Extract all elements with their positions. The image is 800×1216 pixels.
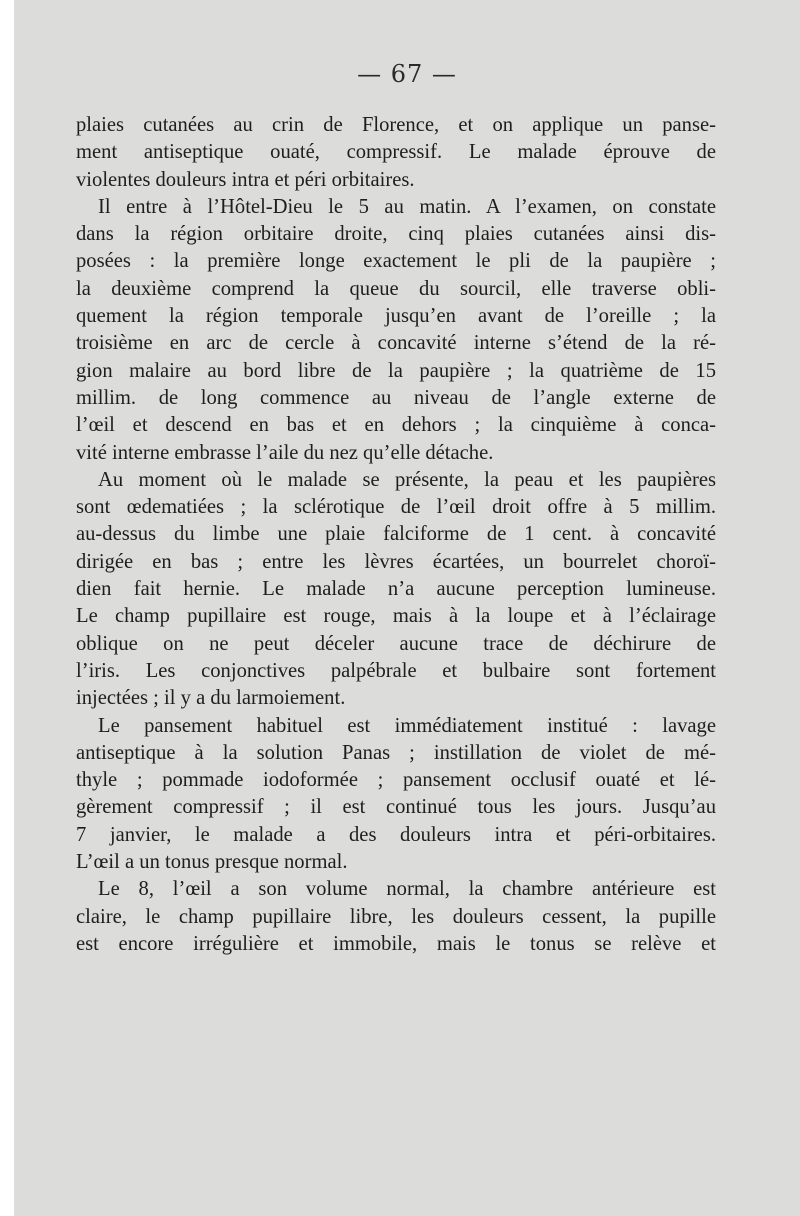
text-line: gèrement compressif ; il est continué tous les jours. Jusqu’au: [76, 796, 716, 819]
text-line: thyle ; pommade iodoformée ; pansement occlusif ouaté et lé-: [76, 769, 716, 792]
text-line: la deuxième comprend la queue du sourcil, elle traverse obli-: [76, 277, 716, 300]
text-line: troisième en arc de cercle à concavité interne s’étend de la ré-: [76, 332, 716, 355]
text-line: claire, le champ pupillaire libre, les douleurs cessent, la pupille: [76, 905, 716, 928]
text-line: violentes douleurs intra et péri orbitaires.: [76, 168, 415, 191]
body-text: [76, 112, 716, 958]
text-line: posées : la première longe exactement le pli de la paupière ;: [76, 250, 716, 273]
text-line: L’œil a un tonus presque normal.: [76, 851, 348, 874]
text-line: plaies cutanées au crin de Florence, et on applique un panse-: [76, 114, 716, 136]
text-line: ment antiseptique ouaté, compressif. Le malade éprouve de: [76, 141, 716, 164]
text-line: quement la région temporale jusqu’en avant de l’oreille ; la: [76, 305, 716, 328]
text-line: dirigée en bas ; entre les lèvres écartées, un bourrelet choroï-: [76, 550, 716, 573]
text-line: Le 8, l’œil a son volume normal, la chambre antérieure est: [98, 878, 716, 901]
text-line: Le champ pupillaire est rouge, mais à la loupe et à l’éclairage: [76, 605, 716, 628]
text-line: millim. de long commence au niveau de l’angle externe de: [76, 386, 716, 409]
text-line: Il entre à l’Hôtel-Dieu le 5 au matin. A l’examen, on constate: [98, 195, 716, 218]
text-line: oblique on ne peut déceler aucune trace de déchirure de: [76, 632, 716, 655]
text-line: est encore irrégulière et immobile, mais le tonus se relève et: [76, 932, 716, 955]
text-line: Au moment où le malade se présente, la peau et les paupières: [98, 468, 716, 491]
text-line: sont œdematiées ; la sclérotique de l’œil droit offre à 5 millim.: [76, 496, 716, 519]
page-number: — 67 —: [357, 60, 457, 88]
text-line: dien fait hernie. Le malade n’a aucune perception lumineuse.: [76, 578, 716, 601]
text-line: Le pansement habituel est immédiatement institué : lavage: [98, 714, 716, 737]
text-line: injectées ; il y a du larmoiement.: [76, 687, 346, 710]
text-line: vité interne embrasse l’aile du nez qu’elle détache.: [76, 441, 494, 464]
text-line: dans la région orbitaire droite, cinq plaies cutanées ainsi dis-: [76, 223, 716, 246]
text-line: au-dessus du limbe une plaie falciforme de 1 cent. à concavité: [76, 523, 716, 546]
text-line: l’iris. Les conjonctives palpébrale et bulbaire sont fortement: [76, 659, 716, 682]
text-line: antiseptique à la solution Panas ; instillation de violet de mé-: [76, 741, 716, 764]
text-line: l’œil et descend en bas et en dehors ; la cinquième à conca-: [76, 414, 716, 437]
text-line: 7 janvier, le malade a des douleurs intra et péri-orbitaires.: [76, 823, 716, 846]
book-page: [14, 0, 800, 1216]
text-line: gion malaire au bord libre de la paupière ; la quatrième de 15: [76, 359, 716, 382]
